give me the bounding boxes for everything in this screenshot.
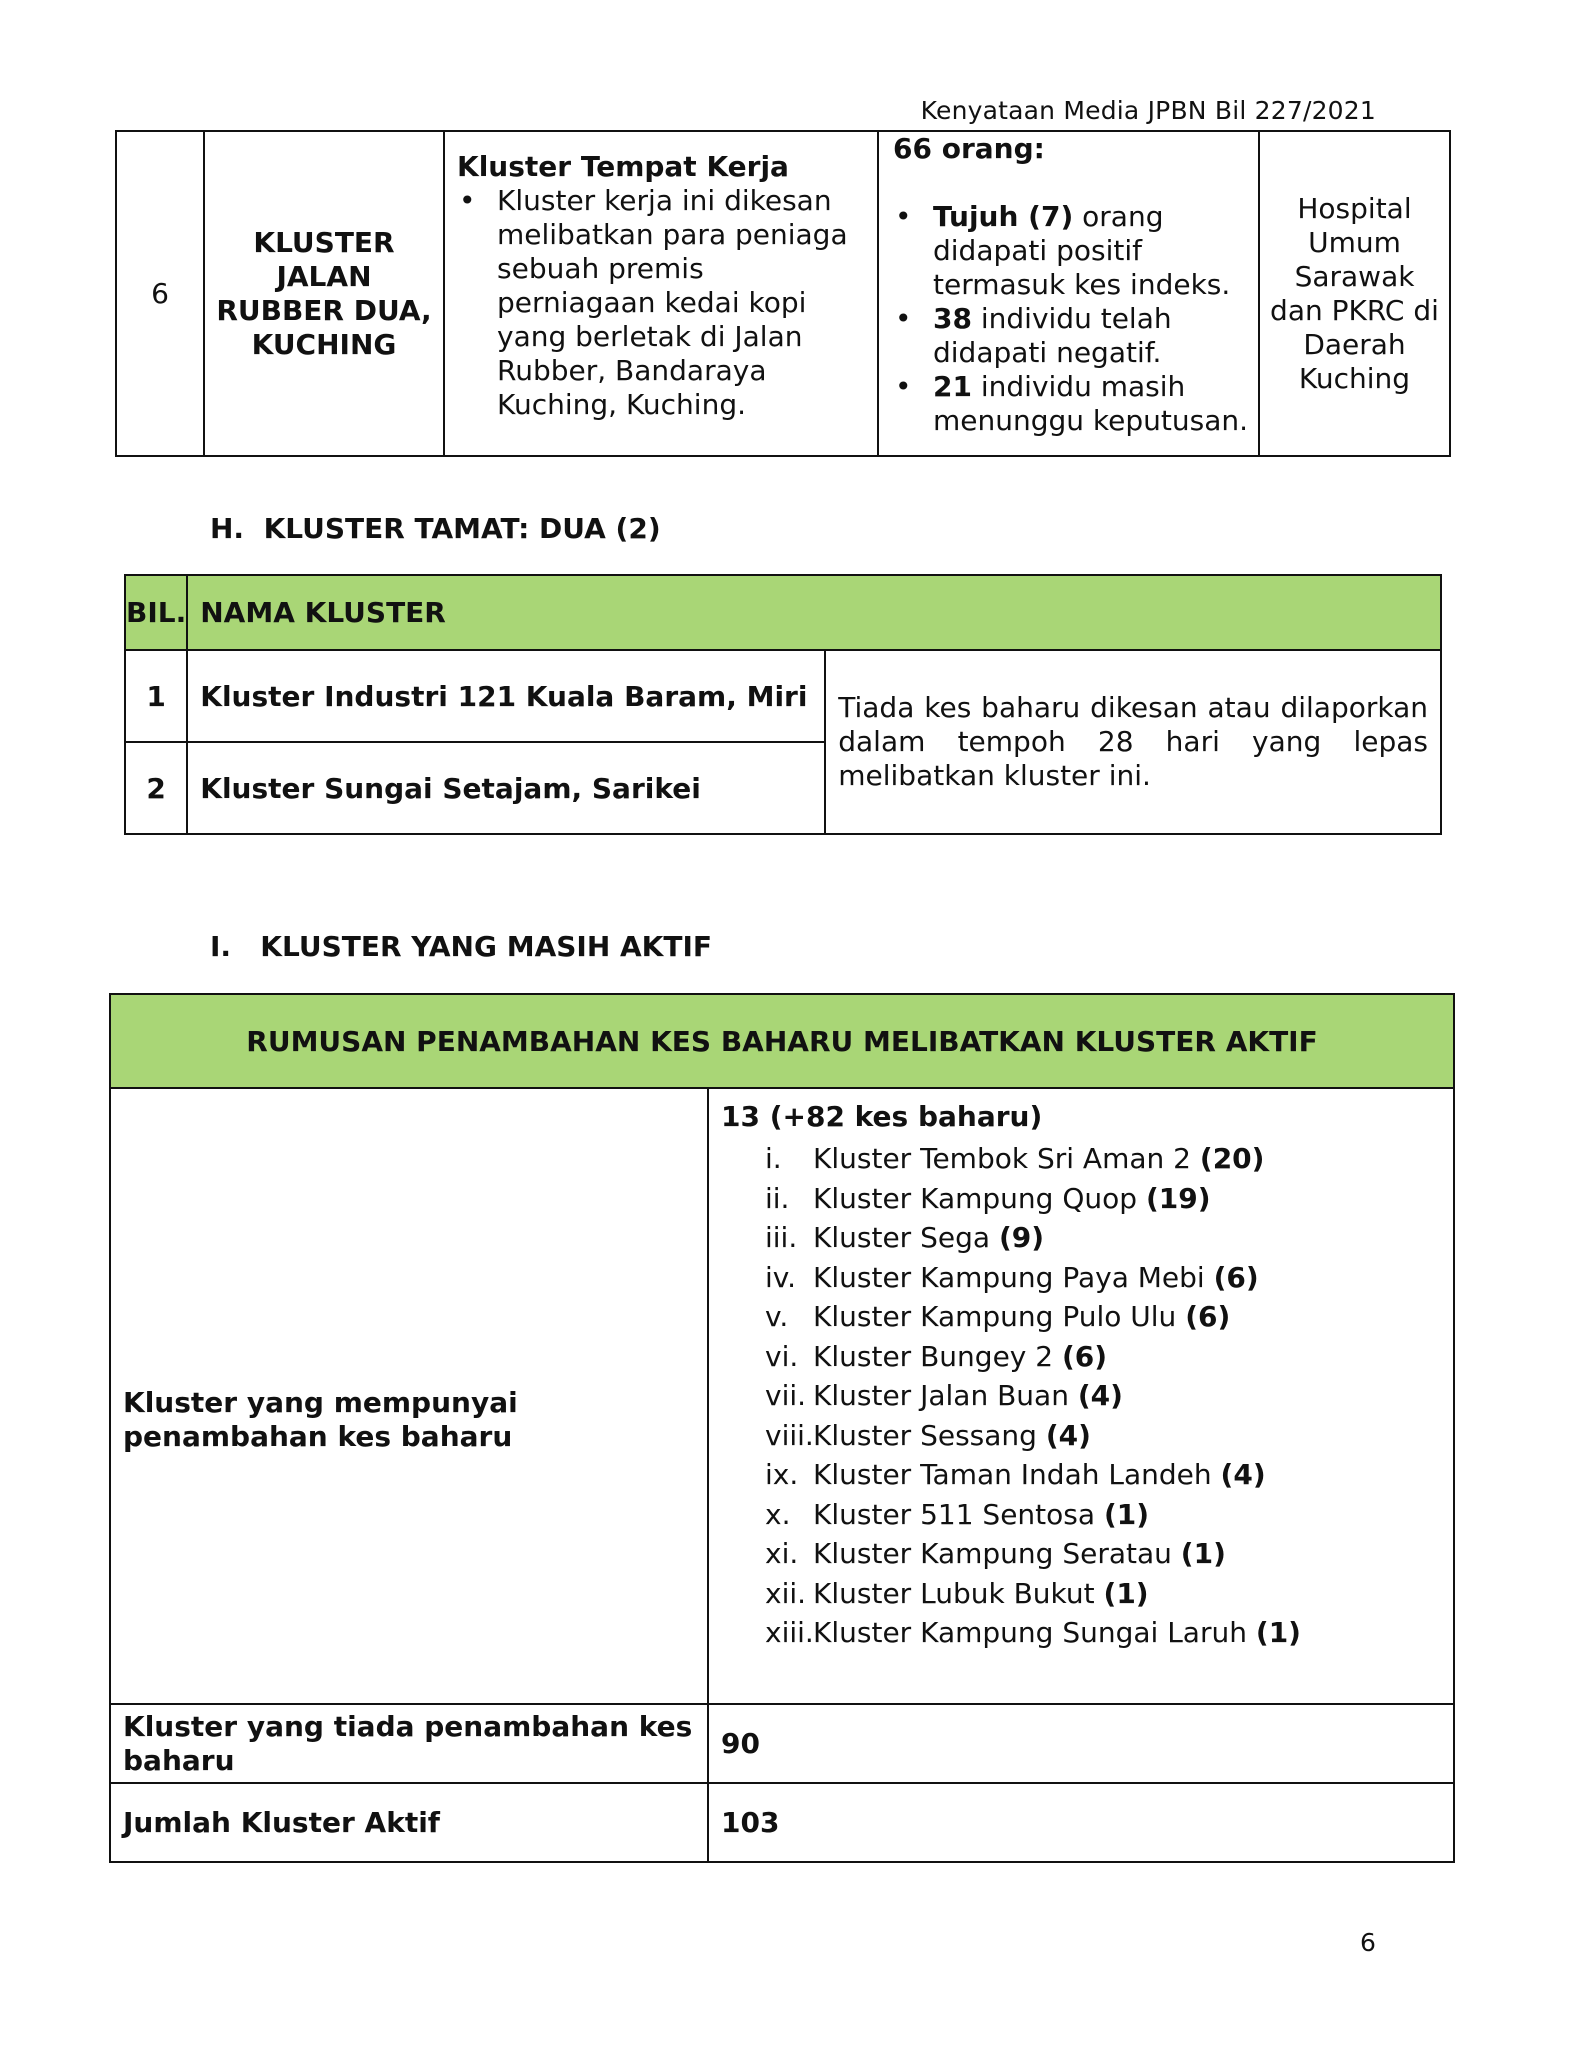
list-item [721,1455,1441,1495]
list-item-number: vi. [765,1339,799,1373]
list-item-number: iv. [765,1260,797,1294]
document-reference: Kenyataan Media JPBN Bil 227/2021 [920,96,1376,125]
list-item-number: viii. [765,1418,814,1452]
ended-note: Tiada kes baharu dikesan atau dilaporkan dalam tempoh 28 hari yang lepas melibatkan kluster ini. [825,650,1441,834]
list-item [721,1613,1441,1653]
case-count: (4) [1077,1379,1123,1412]
row-number: 1 [125,650,187,742]
ended-clusters-table [124,574,1442,835]
table-header-row [110,994,1454,1088]
table-row [110,1783,1454,1862]
table-row [110,1088,1454,1704]
treatment-location: Hospital Umum Sarawak dan PKRC di Daerah Kuching [1259,131,1450,456]
list-item [721,1337,1441,1377]
list-item [721,1258,1441,1298]
table-row [110,1704,1454,1783]
list-item-label: Kluster Kampung Quop (19) [813,1181,1211,1215]
total-active-clusters-value: 103 [708,1783,1454,1862]
case-count: (4) [1220,1458,1266,1491]
list-item-number: iii. [765,1221,798,1254]
list-item [721,1297,1441,1337]
list-item-number: ix. [765,1458,799,1491]
list-item-number: i. [765,1142,782,1175]
case-count: (6) [1185,1300,1231,1333]
results-total: 66 orang: [893,132,1045,165]
case-count: (20) [1199,1142,1265,1175]
list-item-number: xi. [765,1537,799,1570]
active-cluster-list [721,1139,1441,1653]
list-item-number: xii. [765,1576,807,1610]
list-item-number: xiii. [765,1616,814,1649]
active-clusters-table [109,993,1455,1863]
list-item-label: Kluster Lubuk Bukut (1) [813,1576,1149,1610]
row-cluster-name: Kluster Industri 121 Kuala Baram, Miri [187,650,825,742]
results-list [893,200,1248,438]
list-item-number: x. [765,1497,791,1531]
list-item: • 21 individu masih menunggu keputusan. [893,370,1248,438]
list-item [721,1139,1441,1179]
cluster-number: 6 [116,131,204,456]
list-item [721,1218,1441,1258]
case-count: (1) [1103,1576,1149,1610]
list-item-label: Kluster Kampung Sungai Laruh (1) [813,1616,1301,1649]
list-item-label: Kluster Sessang (4) [813,1418,1091,1452]
case-count: (9) [998,1221,1045,1254]
cluster-name: KLUSTER JALAN RUBBER DUA, KUCHING [204,131,444,456]
list-item: • Tujuh (7) orang didapati positif termasuk kes indeks. [893,200,1248,302]
list-item [721,1376,1441,1416]
clusters-no-new-cases-label: Kluster yang tiada penambahan kes baharu [110,1704,708,1783]
table-row [116,131,1450,456]
cluster-detail-table [115,130,1451,457]
row-cluster-name: Kluster Sungai Setajam, Sarikei [187,742,825,834]
list-item: • 38 individu telah didapati negatif. [893,302,1248,370]
list-item-number: vii. [765,1379,807,1412]
total-active-clusters-label: Jumlah Kluster Aktif [110,1783,708,1862]
case-count: (6) [1061,1339,1108,1373]
cluster-type: Kluster Tempat Kerja [457,150,789,183]
clusters-with-new-cases-label: Kluster yang mempunyai penambahan kes baharu [110,1088,708,1704]
case-count: (1) [1103,1497,1150,1531]
section-h-title: H. KLUSTER TAMAT: DUA (2) [210,512,661,545]
clusters-with-new-cases-value [708,1088,1454,1704]
case-count: (1) [1180,1537,1226,1570]
page-number: 6 [1360,1928,1376,1957]
list-item-label: Kluster Tembok Sri Aman 2 (20) [813,1142,1265,1175]
description-text: • Kluster kerja ini dikesan melibatkan para peniaga sebuah premis perniagaan kedai kopi yang berletak di Jalan Rubber, Bandaraya Kuching, Kuching. [457,184,865,422]
table-row [125,650,1441,742]
list-item-label: Kluster Sega (9) [813,1221,1045,1254]
list-item [721,1574,1441,1614]
cluster-description [444,131,878,456]
list-item-label: Kluster Bungey 2 (6) [813,1339,1108,1373]
list-item [721,1416,1441,1456]
list-item-label: Kluster Kampung Seratau (1) [813,1537,1226,1570]
list-item-number: ii. [765,1181,790,1215]
list-item-label: Kluster Jalan Buan (4) [813,1379,1123,1412]
summary-header: RUMUSAN PENAMBAHAN KES BAHARU MELIBATKAN KLUSTER AKTIF [110,994,1454,1088]
screening-results [878,131,1259,456]
table-header-row [125,575,1441,650]
list-item-label: Kluster 511 Sentosa (1) [813,1497,1150,1531]
header-cluster-name: NAMA KLUSTER [187,575,1441,650]
list-item-label: Kluster Taman Indah Landeh (4) [813,1458,1266,1491]
list-item-label: Kluster Kampung Paya Mebi (6) [813,1260,1259,1294]
description-list [457,184,865,422]
new-cases-total: 13 (+82 kes baharu) [721,1100,1043,1133]
case-count: (6) [1213,1260,1259,1294]
section-i-title: I. KLUSTER YANG MASIH AKTIF [210,930,713,963]
list-item-number: v. [765,1300,789,1333]
list-item-label: Kluster Kampung Pulo Ulu (6) [813,1300,1231,1333]
clusters-no-new-cases-value: 90 [708,1704,1454,1783]
case-count: (4) [1045,1418,1091,1452]
case-count: (19) [1145,1181,1211,1215]
header-bil: BIL. [125,575,187,650]
row-number: 2 [125,742,187,834]
list-item [721,1179,1441,1219]
case-count: (1) [1255,1616,1301,1649]
list-item [721,1534,1441,1574]
list-item [721,1495,1441,1535]
